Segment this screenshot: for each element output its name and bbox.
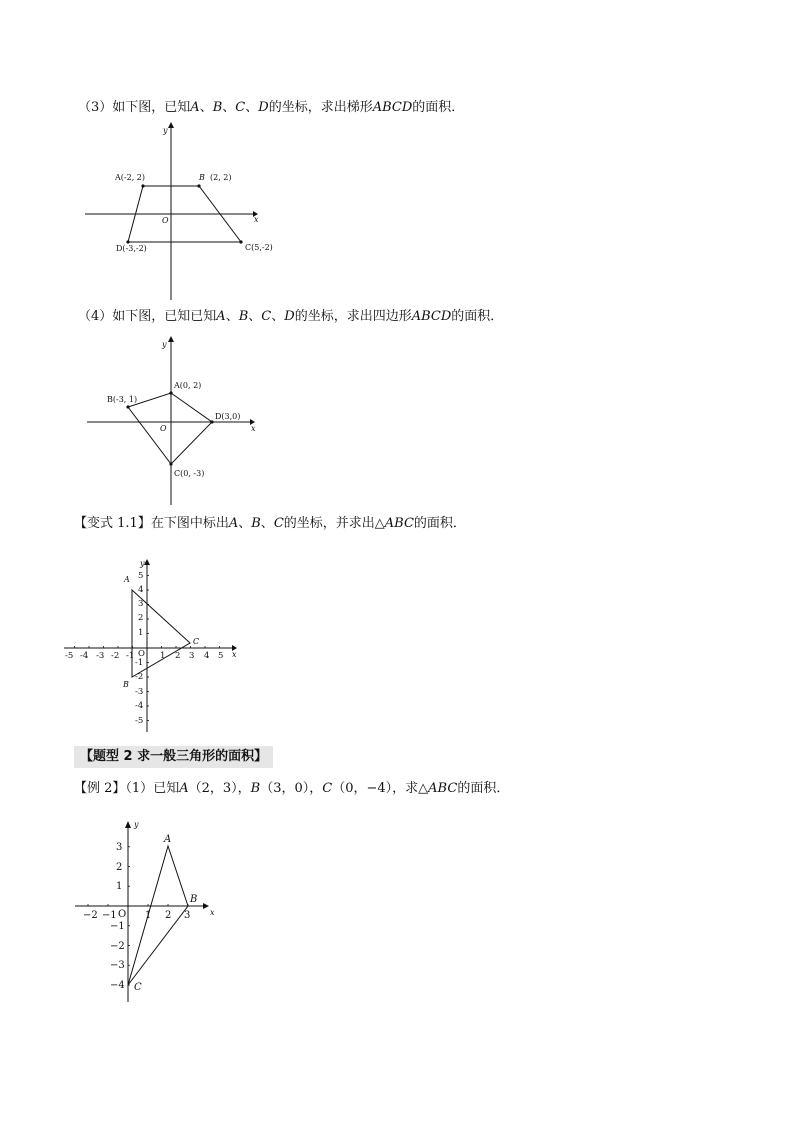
- y-arrow-icon: [125, 821, 131, 828]
- x-tick-label: -3: [96, 651, 105, 661]
- y-tick-label: 5: [138, 571, 144, 581]
- y-tick-label: 2: [116, 862, 123, 873]
- x-tick-label: 3: [184, 910, 191, 921]
- section-title: 【题型 2 求一般三角形的面积】: [74, 746, 273, 768]
- y-axis-label: y: [162, 340, 167, 349]
- label-c: C: [193, 637, 200, 646]
- x-tick-label: -4: [80, 651, 89, 661]
- y-axis-label: y: [140, 559, 145, 568]
- label-b: B: [190, 894, 198, 905]
- label-b: B(-3, 1): [107, 395, 138, 404]
- x-axis-label: x: [210, 908, 215, 917]
- x-tick-label: -1: [126, 651, 135, 661]
- y-tick-label: -3: [135, 687, 144, 697]
- example-2-text: 【例 2】（1）已知A（2，3），B（3，0），C（0，−4），求△ABC的面积．: [74, 781, 510, 796]
- x-tick-label: 1: [160, 651, 166, 661]
- y-tick-label: −4: [110, 980, 125, 991]
- x-tick-label: 2: [175, 651, 181, 661]
- label-a: A: [124, 575, 130, 584]
- origin-label: O: [162, 216, 169, 225]
- label-b: B: [199, 173, 205, 182]
- variant-tag: 【变式 1.1】: [74, 516, 151, 531]
- triangle-abc: [128, 846, 191, 985]
- y-tick-label: 3: [138, 599, 144, 609]
- origin-label: O: [138, 649, 145, 659]
- x-tick-label: 3: [189, 651, 195, 661]
- label-b-coord: (2, 2): [210, 173, 232, 182]
- x-tick-label: 5: [218, 651, 224, 661]
- y-tick-label: 1: [138, 628, 144, 638]
- origin-label: O: [118, 909, 127, 920]
- x-axis-label: x: [254, 215, 259, 224]
- problem-number: （3）: [78, 100, 113, 115]
- x-tick-label: 1: [145, 910, 152, 921]
- problem-3-text: （3）如下图，已知A、B、C、D的坐标，求出梯形ABCD的面积．: [78, 100, 465, 115]
- x-tick-label: 2: [165, 910, 172, 921]
- y-tick-label: -2: [135, 672, 144, 682]
- label-d: D(-3,-2): [116, 244, 147, 253]
- label-c: C(0, -3): [174, 469, 205, 478]
- y-tick-label: −3: [110, 960, 125, 971]
- y-tick-label: 2: [138, 613, 144, 623]
- x-arrow-icon: [203, 903, 209, 909]
- y-axis-label: y: [163, 126, 168, 135]
- y-tick-label: −1: [110, 921, 125, 932]
- x-axis-label: x: [251, 424, 256, 433]
- label-a: A: [164, 834, 172, 845]
- label-a: A(0, 2): [174, 381, 202, 390]
- label-a: A(-2, 2): [115, 173, 145, 182]
- y-tick-label: -5: [135, 716, 144, 726]
- x-tick-label: 4: [204, 651, 210, 661]
- label-c: C: [134, 982, 142, 993]
- y-tick-label: 1: [116, 881, 123, 892]
- x-tick-label: -2: [111, 651, 120, 661]
- example-tag: 【例 2】: [74, 781, 126, 796]
- y-tick-label: -1: [135, 658, 144, 668]
- y-tick-label: 3: [116, 842, 123, 853]
- y-tick-label: -4: [135, 701, 144, 711]
- label-d: D(3,0): [215, 412, 241, 421]
- x-axis-label: x: [232, 650, 237, 659]
- x-tick-label: −2: [83, 910, 98, 921]
- y-tick-label: 4: [138, 585, 144, 595]
- y-tick-label: −2: [110, 941, 125, 952]
- variant-1-1-text: 【变式 1.1】在下图中标出A、B、C的坐标，并求出△ABC的面积．: [74, 516, 466, 531]
- label-c: C(5,-2): [245, 243, 273, 252]
- label-b: B: [123, 680, 129, 689]
- x-tick-label: −1: [102, 910, 117, 921]
- problem-4-text: （4）如下图，已知已知A、B、C、D的坐标，求出四边形ABCD的面积．: [78, 309, 504, 324]
- y-axis-label: y: [134, 820, 139, 829]
- origin-label: O: [160, 424, 167, 433]
- x-tick-label: -5: [65, 651, 74, 661]
- problem-number: （4）: [78, 309, 113, 324]
